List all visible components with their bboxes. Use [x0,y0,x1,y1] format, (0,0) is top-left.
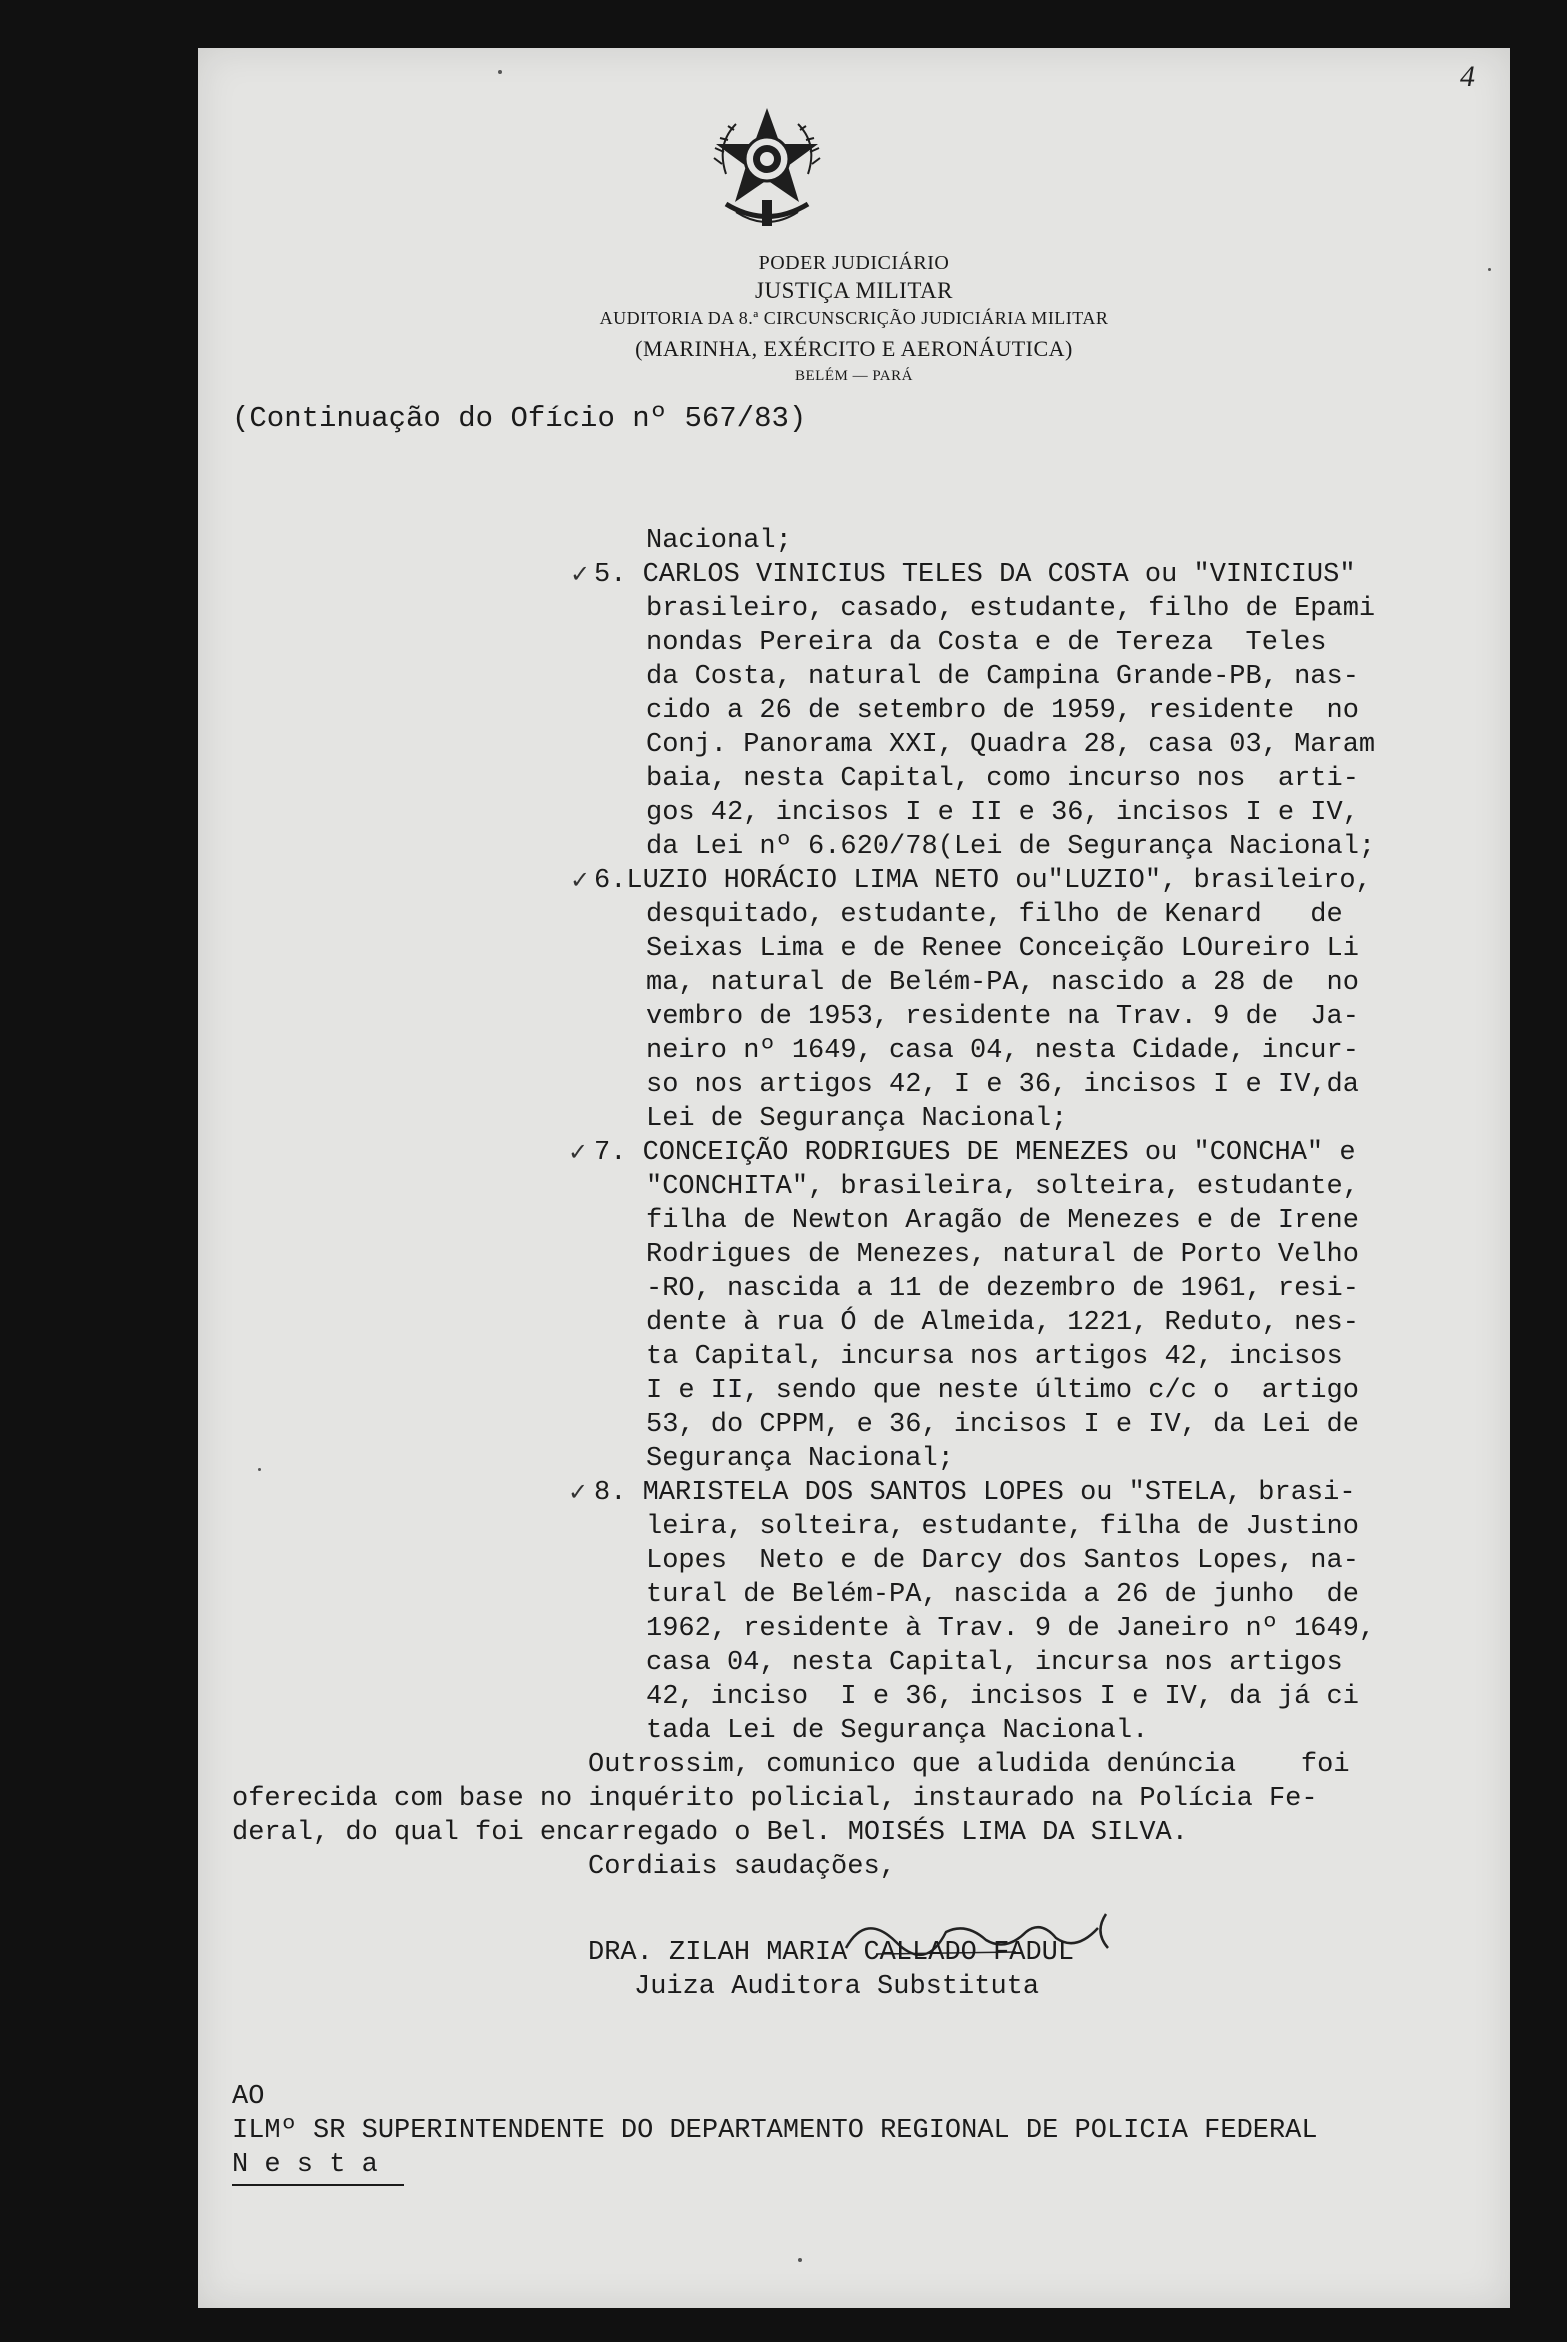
addressee-location: N e s t a [232,2150,378,2180]
scan-speck [498,70,502,74]
continuation-reference: (Continuação do Ofício nº 567/83) [232,402,807,435]
letterhead-line-1: PODER JUDICIÁRIO [758,252,950,274]
margin-check-mark: ✓ [570,868,591,894]
body-line: Segurança Nacional; [646,1444,954,1474]
closing-line: Outrossim, comunico que aludida denúncia foi [588,1750,1350,1780]
body-line: Rodrigues de Menezes, natural de Porto Velho [646,1240,1359,1270]
closing-line: Cordiais saudações, [588,1852,896,1882]
body-line: 8. MARISTELA DOS SANTOS LOPES ou "STELA, brasi- [594,1478,1356,1508]
body-line: casa 04, nesta Capital, incursa nos artigos [646,1648,1343,1678]
scan-speck [258,1468,261,1471]
body-line: da Lei nº 6.620/78(Lei de Segurança Nacional; [646,832,1376,862]
body-line: desquitado, estudante, filho de Kenard de [646,900,1343,930]
body-line: ma, natural de Belém-PA, nascido a 28 de no [646,968,1359,998]
body-line: baia, nesta Capital, como incurso nos arti- [646,764,1359,794]
addressee-recipient: ILMº SR SUPERINTENDENTE DO DEPARTAMENTO REGIONAL DE POLICIA FEDERAL [232,2116,1318,2146]
body-line: ta Capital, incursa nos artigos 42, incisos [646,1342,1343,1372]
signatory-name: DRA. ZILAH MARIA CALLADO FADUL [588,1938,1075,1968]
body-line: tural de Belém-PA, nascida a 26 de junho de [646,1580,1359,1610]
body-line: -RO, nascida a 11 de dezembro de 1961, resi- [646,1274,1359,1304]
margin-check-mark: ✓ [568,1140,589,1166]
page-number: 4 [1460,60,1475,93]
margin-check-mark: ✓ [570,562,591,588]
letterhead-line-2: JUSTIÇA MILITAR [755,278,953,303]
letterhead-line-3: AUDITORIA DA 8.ª CIRCUNSCRIÇÃO JUDICIÁRIA MILITAR [599,308,1109,328]
body-line: Lopes Neto e de Darcy dos Santos Lopes, na- [646,1546,1359,1576]
scan-speck [798,2258,802,2262]
closing-line: deral, do qual foi encarregado o Bel. MOISÉS LIMA DA SILVA. [232,1818,1188,1848]
body-line: gos 42, incisos I e II e 36, incisos I e IV, [646,798,1359,828]
scan-speck [1488,268,1491,271]
body-line: filha de Newton Aragão de Menezes e de Irene [646,1206,1359,1236]
body-line: 7. CONCEIÇÃO RODRIGUES DE MENEZES ou "CONCHA" e [594,1138,1356,1168]
body-line: da Costa, natural de Campina Grande-PB, nas- [646,662,1359,692]
body-line: tada Lei de Segurança Nacional. [646,1716,1149,1746]
body-line: brasileiro, casado, estudante, filho de Epami [646,594,1376,624]
addressee-to: AO [232,2082,265,2112]
coat-of-arms-seal [706,104,828,234]
body-line: dente à rua Ó de Almeida, 1221, Reduto, nes- [646,1308,1359,1338]
body-line: 53, do CPPM, e 36, incisos I e IV, da Lei de [646,1410,1359,1440]
body-line: "CONCHITA", brasileira, solteira, estudante, [646,1172,1359,1202]
body-line: 6.LUZIO HORÁCIO LIMA NETO ou"LUZIO", brasileiro, [594,866,1372,896]
body-line: cido a 26 de setembro de 1959, residente no [646,696,1359,726]
document-sheet [198,48,1510,2308]
body-line: leira, solteira, estudante, filha de Justino [646,1512,1359,1542]
body-line: nondas Pereira da Costa e de Tereza Teles [646,628,1327,658]
body-line: 1962, residente à Trav. 9 de Janeiro nº 1649, [646,1614,1376,1644]
addressee-underline [232,2184,404,2186]
body-line: so nos artigos 42, I e 36, incisos I e IV,da [646,1070,1359,1100]
closing-line: oferecida com base no inquérito policial, instaurado na Polícia Fe- [232,1784,1318,1814]
margin-check-mark: ✓ [568,1480,589,1506]
body-line: Nacional; [646,526,792,556]
body-line: neiro nº 1649, casa 04, nesta Cidade, incur- [646,1036,1359,1066]
letterhead-line-5: BELÉM — PARÁ [795,368,913,384]
body-line: 42, inciso I e 36, incisos I e IV, da já ci [646,1682,1359,1712]
body-line: vembro de 1953, residente na Trav. 9 de Ja- [646,1002,1359,1032]
body-line: Lei de Segurança Nacional; [646,1104,1068,1134]
letterhead-line-4: (MARINHA, EXÉRCITO E AERONÁUTICA) [635,336,1073,361]
body-line: I e II, sendo que neste último c/c o artigo [646,1376,1359,1406]
body-line: 5. CARLOS VINICIUS TELES DA COSTA ou "VINICIUS" [594,560,1356,590]
body-line: Conj. Panorama XXI, Quadra 28, casa 03, Maram [646,730,1376,760]
body-line: Seixas Lima e de Renee Conceição LOureiro Li [646,934,1359,964]
signatory-title: Juiza Auditora Substituta [634,1972,1040,2002]
